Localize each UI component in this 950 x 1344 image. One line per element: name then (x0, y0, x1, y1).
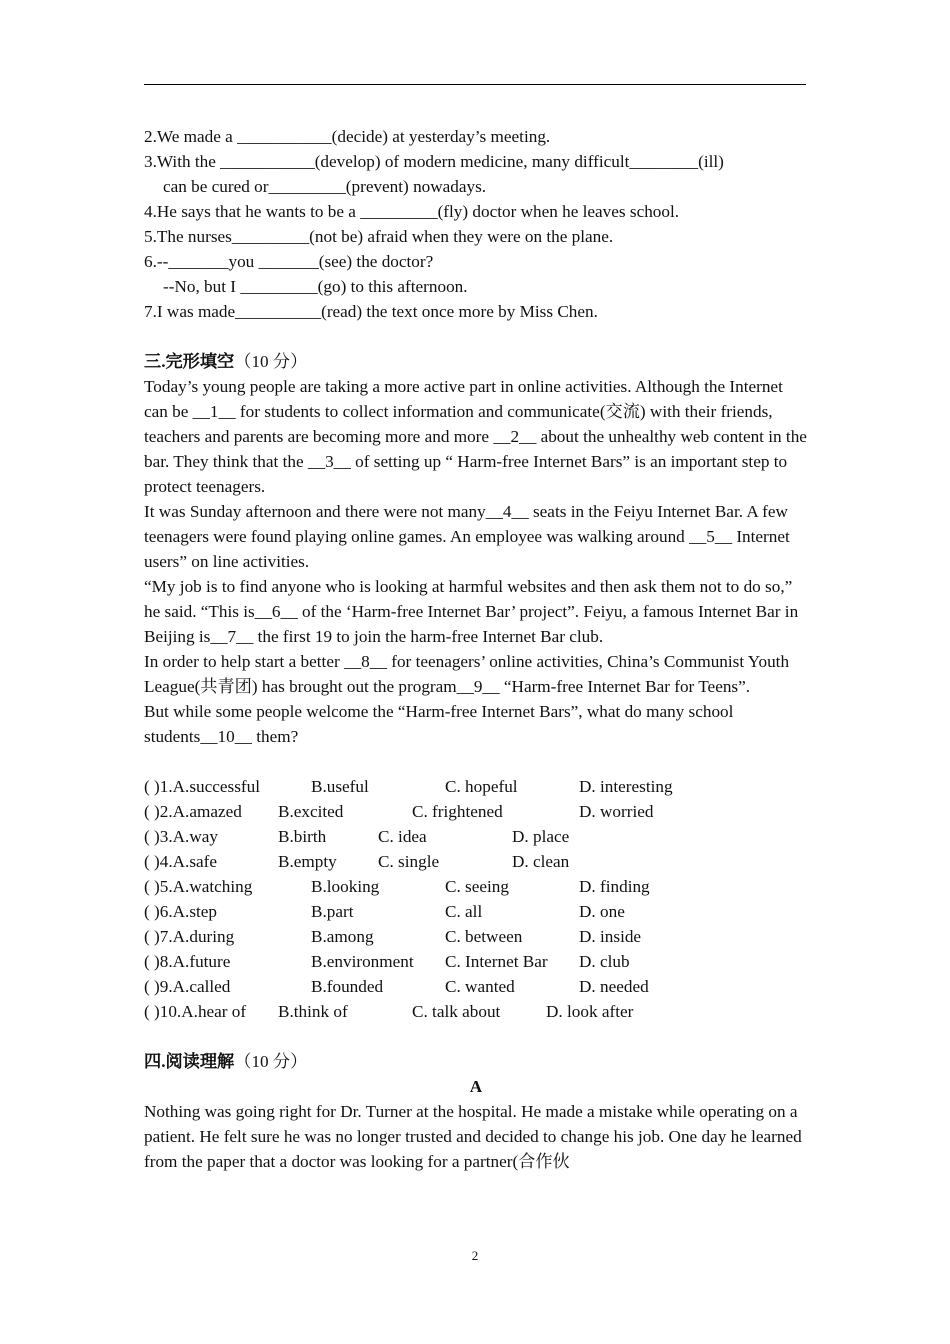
header-rule (144, 84, 806, 85)
option-d: D. interesting (579, 777, 673, 796)
cloze-paragraph: But while some people welcome the “Harm-free Internet Bars”, what do many school students__10__ them? (144, 702, 734, 746)
reading-heading (144, 1049, 808, 1074)
option-a: ( )6.A.step (144, 902, 218, 921)
option-d: D. place (512, 827, 570, 846)
cloze-paragraph: “My job is to find anyone who is looking at harmful websites and then ask them not to do so,” he said. “This is__6__ of the ‘Harm-free Internet Bar’ project”. Feiyu, a famous Internet Bar in Beijing is__7__ the first 19 to join the harm-free Internet Bar club. (144, 577, 799, 646)
fill-in-item: can be cured or_________(prevent) nowadays. (163, 177, 487, 196)
option-b: B.birth (278, 827, 327, 846)
option-a: ( )10.A.hear of (144, 1002, 247, 1021)
option-c: C. Internet Bar (445, 952, 548, 971)
cloze-heading-score: （10 分） (234, 352, 308, 371)
option-d: D. needed (579, 977, 649, 996)
cloze-paragraph: In order to help start a better __8__ for teenagers’ online activities, China’s Communist Youth League(共青团) has brought out the program__9__ “Harm-free Internet Bar for Teens”. (144, 652, 790, 696)
option-b: B.useful (311, 777, 369, 796)
option-b: B.looking (311, 877, 380, 896)
option-d: D. inside (579, 927, 642, 946)
option-c: C. between (445, 927, 523, 946)
option-c: C. wanted (445, 977, 515, 996)
cloze-heading (144, 349, 808, 374)
option-c: C. all (445, 902, 483, 921)
option-row (144, 799, 808, 824)
option-row (144, 899, 808, 924)
page-number: 2 (471, 1248, 479, 1263)
option-d: D. one (579, 902, 625, 921)
option-a: ( )7.A.during (144, 927, 235, 946)
option-b: B.excited (278, 802, 344, 821)
option-row (144, 774, 808, 799)
option-a: ( )2.A.amazed (144, 802, 242, 821)
option-b: B.among (311, 927, 374, 946)
option-a: ( )3.A.way (144, 827, 218, 846)
option-d: D. club (579, 952, 630, 971)
option-a: ( )1.A.successful (144, 777, 260, 796)
cloze-heading-title: 三.完形填空 (144, 352, 235, 371)
reading-heading-score: （10 分） (234, 1052, 308, 1071)
option-a: ( )9.A.called (144, 977, 231, 996)
option-row (144, 924, 808, 949)
option-c: C. idea (378, 827, 427, 846)
page-content (144, 124, 808, 1174)
option-a: ( )4.A.safe (144, 852, 218, 871)
option-d: D. look after (546, 1002, 634, 1021)
option-c: C. hopeful (445, 777, 518, 796)
fill-in-item: 7.I was made__________(read) the text once more by Miss Chen. (144, 302, 598, 321)
option-row (144, 849, 808, 874)
reading-heading-title: 四.阅读理解 (144, 1052, 235, 1071)
option-c: C. single (378, 852, 440, 871)
passage-label: A (469, 1077, 483, 1096)
option-c: C. seeing (445, 877, 509, 896)
fill-in-item: --No, but I _________(go) to this afternoon. (163, 277, 468, 296)
option-a: ( )8.A.future (144, 952, 231, 971)
fill-in-item: 3.With the ___________(develop) of modern medicine, many difficult________(ill) (144, 152, 724, 171)
fill-in-item: 2.We made a ___________(decide) at yesterday’s meeting. (144, 127, 551, 146)
option-b: B.environment (311, 952, 414, 971)
cloze-paragraph: It was Sunday afternoon and there were not many__4__ seats in the Feiyu Internet Bar. A few teenagers were found playing online games. An employee was walking around __5__ Internet users” on line activities. (144, 502, 790, 571)
option-b: B.part (311, 902, 354, 921)
fill-in-item: 6.--_______you _______(see) the doctor? (144, 252, 434, 271)
reading-paragraph: Nothing was going right for Dr. Turner at the hospital. He made a mistake while operating on a patient. He felt sure he was no longer trusted and decided to change his job. One day he learned from the paper that a doctor was looking for a partner(合作伙 (144, 1102, 802, 1171)
option-c: C. frightened (412, 802, 503, 821)
option-row (144, 949, 808, 974)
option-b: B.founded (311, 977, 384, 996)
option-row (144, 999, 808, 1024)
option-d: D. worried (579, 802, 654, 821)
fill-in-item: 4.He says that he wants to be a _________(fly) doctor when he leaves school. (144, 202, 680, 221)
option-b: B.think of (278, 1002, 348, 1021)
option-row (144, 824, 808, 849)
option-a: ( )5.A.watching (144, 877, 253, 896)
option-row (144, 974, 808, 999)
option-d: D. finding (579, 877, 650, 896)
option-c: C. talk about (412, 1002, 501, 1021)
cloze-paragraph: Today’s young people are taking a more active part in online activities. Although the Internet can be __1__ for students to collect information and communicate(交流) with their friends, teachers and parents are becoming more and more __2__ about the unhealthy web content in the bar. They think that the __3__ of setting up “ Harm-free Internet Bars” is an important step to protect teenagers. (144, 377, 807, 496)
option-row (144, 874, 808, 899)
option-b: B.empty (278, 852, 337, 871)
fill-in-item: 5.The nurses_________(not be) afraid when they were on the plane. (144, 227, 614, 246)
option-d: D. clean (512, 852, 570, 871)
